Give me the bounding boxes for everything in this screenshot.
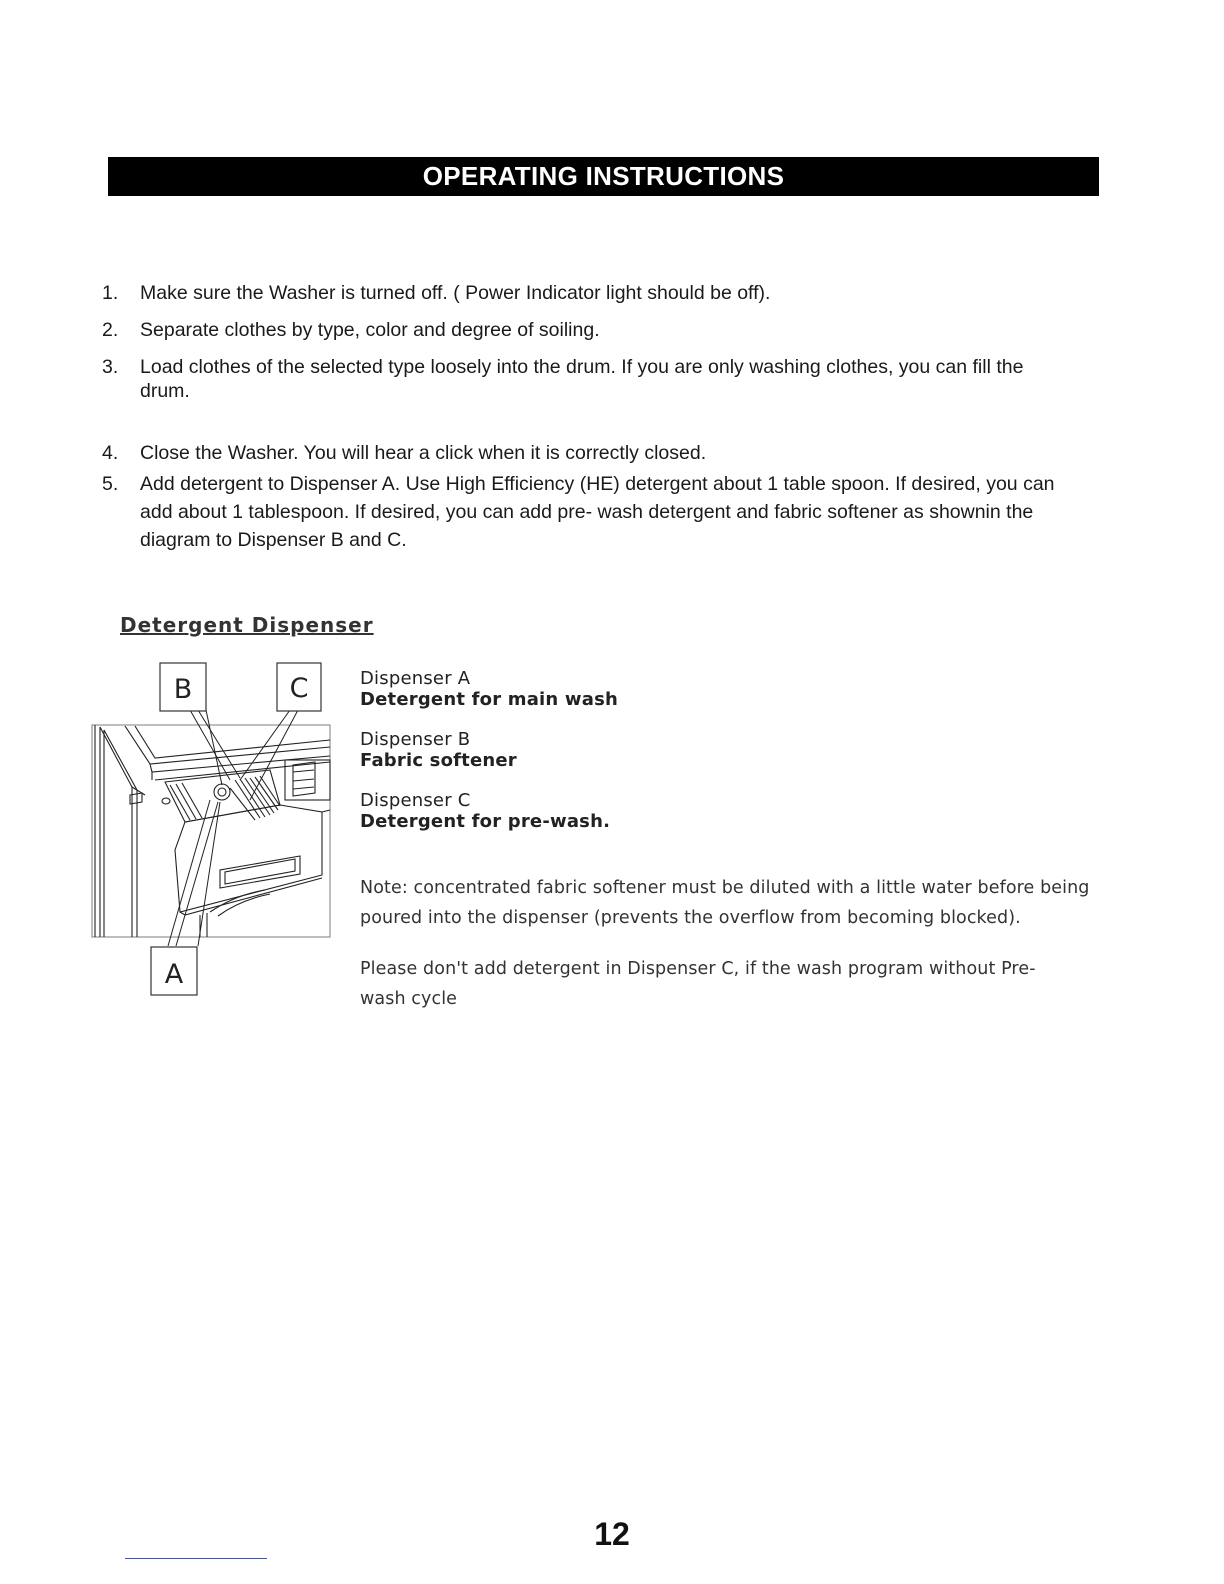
dispenser-c-desc: Detergent for pre-wash. [360, 811, 611, 832]
label-b: B [173, 674, 193, 705]
step-number: 3. [102, 356, 119, 378]
softener-dilution-note: Note: concentrated fabric softener must be diluted with a little water before being poured into the dispenser (prevents the overflow from becoming blocked). [360, 878, 1090, 928]
step-text: Close the Washer. You will hear a click when it is correctly closed. [140, 442, 707, 464]
step-number: 5. [102, 473, 119, 495]
label-c: C [289, 673, 309, 704]
dispenser-b-name: Dispenser B [360, 729, 471, 750]
page-title-banner: OPERATING INSTRUCTIONS [108, 157, 1099, 196]
label-b-callout [160, 663, 206, 711]
washer-drawer-drawing [92, 725, 330, 937]
step-number: 1. [102, 282, 119, 304]
step-text: Add detergent to Dispenser A. Use High Efficiency (HE) detergent about 1 table spoon. If desired, you can add about 1 tablespoon. If desired, you can add pre- wash detergent and fabric softener as shownin the diagram to Dispenser B and C. [140, 473, 1055, 551]
dispenser-a-desc: Detergent for main wash [360, 689, 619, 710]
step-text: Separate clothes by type, color and degree of soiling. [140, 319, 600, 341]
dispenser-b-info [360, 729, 517, 771]
dispenser-c-info [360, 790, 610, 832]
detergent-dispenser-heading: Detergent Dispenser [120, 613, 374, 637]
step-number: 4. [102, 442, 119, 464]
label-a-callout [151, 947, 197, 995]
footer-rule [125, 1558, 267, 1559]
page-number: 12 [594, 1516, 630, 1552]
label-c-callout [277, 663, 321, 711]
step-number: 2. [102, 319, 119, 341]
step-text: Make sure the Washer is turned off. ( Power Indicator light should be off). [140, 282, 771, 304]
step-text: Load clothes of the selected type loosely into the drum. If you are only washing clothes, you can fill the drum. [140, 356, 1024, 402]
dispenser-a-name: Dispenser A [360, 668, 471, 689]
dispenser-b-desc: Fabric softener [360, 750, 517, 771]
prewash-warning-note: Please don't add detergent in Dispenser C, if the wash program without Pre-wash cycle [360, 959, 1036, 1009]
dispenser-a-info [360, 668, 618, 710]
label-a: A [164, 959, 184, 990]
detergent-dispenser-diagram [90, 660, 335, 1005]
dispenser-c-name: Dispenser C [360, 790, 471, 811]
